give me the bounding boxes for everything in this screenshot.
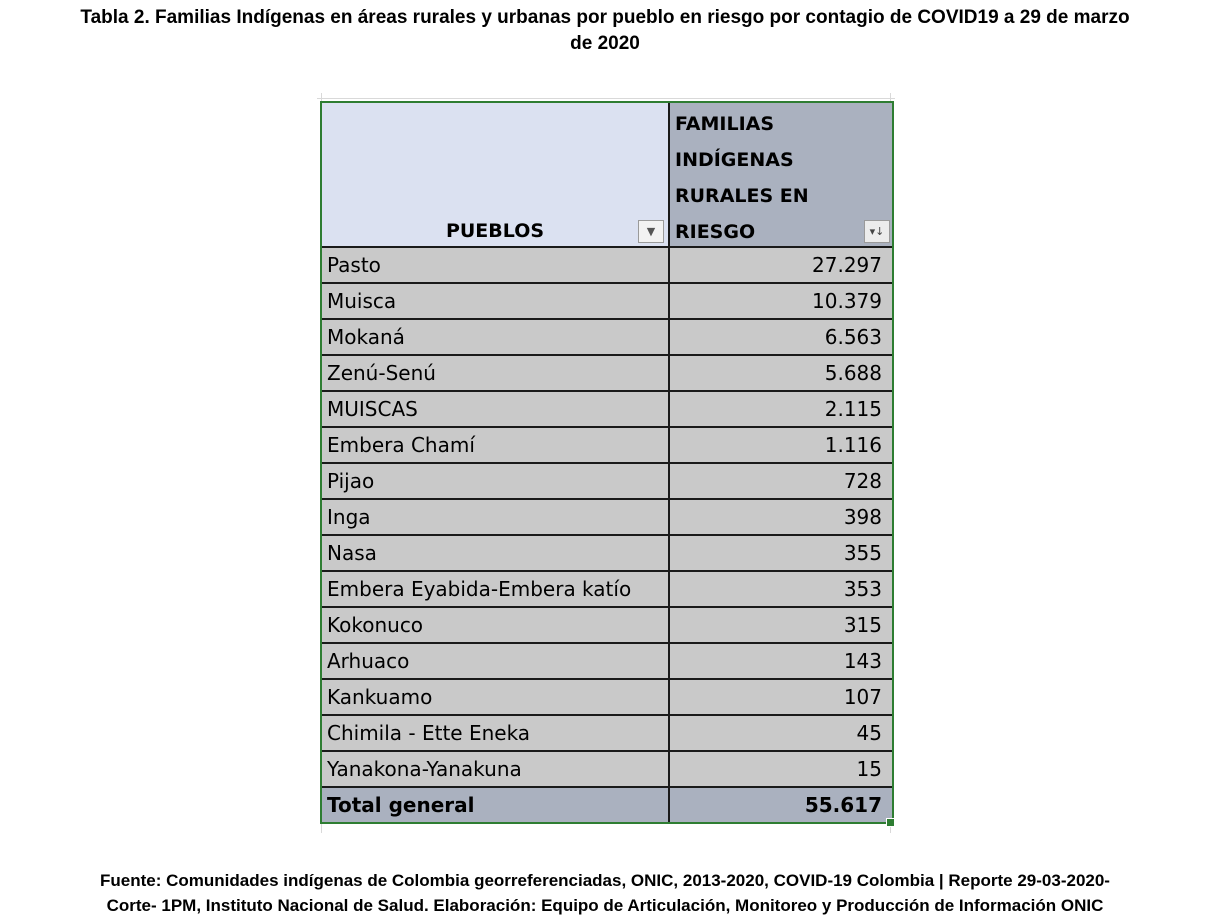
header-familias-line: FAMILIAS <box>675 113 775 135</box>
header-familias-line: RURALES EN <box>675 185 809 207</box>
spreadsheet-area <box>317 93 895 833</box>
header-pueblos-cell[interactable] <box>322 103 670 246</box>
table-row[interactable] <box>322 714 892 750</box>
header-familias-label <box>675 106 855 250</box>
pueblo-cell[interactable]: Zenú-Senú <box>322 356 670 390</box>
pueblo-cell[interactable]: Kokonuco <box>322 608 670 642</box>
table-row[interactable] <box>322 354 892 390</box>
dropdown-filter-icon[interactable]: ▼ <box>638 220 664 243</box>
table-row[interactable] <box>322 246 892 282</box>
table-row[interactable] <box>322 606 892 642</box>
header-familias-line: RIESGO <box>675 221 756 243</box>
table-row[interactable] <box>322 678 892 714</box>
familias-cell[interactable]: 728 <box>670 464 892 498</box>
table-row[interactable] <box>322 318 892 354</box>
familias-cell[interactable]: 2.115 <box>670 392 892 426</box>
table-row[interactable] <box>322 282 892 318</box>
familias-cell[interactable]: 353 <box>670 572 892 606</box>
table-row[interactable] <box>322 498 892 534</box>
table-body <box>322 246 892 786</box>
familias-cell[interactable]: 6.563 <box>670 320 892 354</box>
pueblo-cell[interactable]: Arhuaco <box>322 644 670 678</box>
familias-cell[interactable]: 315 <box>670 608 892 642</box>
total-label-cell[interactable]: Total general <box>322 788 670 822</box>
table-row[interactable] <box>322 462 892 498</box>
pueblo-cell[interactable]: Embera Chamí <box>322 428 670 462</box>
header-familias-cell[interactable] <box>670 103 892 246</box>
selection-fill-handle[interactable] <box>886 818 895 827</box>
table-row[interactable] <box>322 642 892 678</box>
table-row[interactable] <box>322 750 892 786</box>
pueblo-cell[interactable]: Yanakona-Yanakuna <box>322 752 670 786</box>
caption-line-2: de 2020 <box>570 33 640 54</box>
pueblo-cell[interactable]: Chimila - Ette Eneka <box>322 716 670 750</box>
sort-descending-filter-icon[interactable]: ▾↓ <box>864 220 890 243</box>
familias-cell[interactable]: 27.297 <box>670 248 892 282</box>
table-row[interactable] <box>322 390 892 426</box>
familias-cell[interactable]: 5.688 <box>670 356 892 390</box>
pueblo-cell[interactable]: Nasa <box>322 536 670 570</box>
header-familias-line: INDÍGENAS <box>675 149 794 171</box>
source-note <box>0 868 1210 918</box>
familias-cell[interactable]: 15 <box>670 752 892 786</box>
table-caption <box>0 5 1210 57</box>
pueblo-cell[interactable]: Pijao <box>322 464 670 498</box>
familias-cell[interactable]: 355 <box>670 536 892 570</box>
header-pueblos-label: PUEBLOS <box>445 220 545 242</box>
source-line-1: Fuente: Comunidades indígenas de Colombia georreferenciadas, ONIC, 2013-2020, COVID-19 Colombia | Reporte 29-03-2020- <box>100 871 1110 890</box>
table-row[interactable] <box>322 426 892 462</box>
familias-cell[interactable]: 10.379 <box>670 284 892 318</box>
pueblo-cell[interactable]: Embera Eyabida-Embera katío <box>322 572 670 606</box>
pueblo-cell[interactable]: MUISCAS <box>322 392 670 426</box>
table-row[interactable] <box>322 534 892 570</box>
sheet-gridline <box>317 98 895 99</box>
pueblo-cell[interactable]: Mokaná <box>322 320 670 354</box>
table-row[interactable] <box>322 570 892 606</box>
pueblo-cell[interactable]: Pasto <box>322 248 670 282</box>
pueblo-cell[interactable]: Inga <box>322 500 670 534</box>
familias-cell[interactable]: 1.116 <box>670 428 892 462</box>
familias-cell[interactable]: 398 <box>670 500 892 534</box>
families-table[interactable] <box>320 101 894 824</box>
pueblo-cell[interactable]: Kankuamo <box>322 680 670 714</box>
caption-line-1: Tabla 2. Familias Indígenas en áreas rurales y urbanas por pueblo en riesgo por contagio de COVID19 a 29 de marzo <box>80 7 1130 28</box>
familias-cell[interactable]: 45 <box>670 716 892 750</box>
familias-cell[interactable]: 107 <box>670 680 892 714</box>
table-header-row <box>322 103 892 246</box>
familias-cell[interactable]: 143 <box>670 644 892 678</box>
source-line-2: Corte- 1PM, Instituto Nacional de Salud. Elaboración: Equipo de Articulación, Monitoreo y Producción de Información ONIC <box>106 896 1104 915</box>
total-value-cell[interactable]: 55.617 <box>670 788 892 822</box>
pueblo-cell[interactable]: Muisca <box>322 284 670 318</box>
total-row[interactable] <box>322 786 892 822</box>
